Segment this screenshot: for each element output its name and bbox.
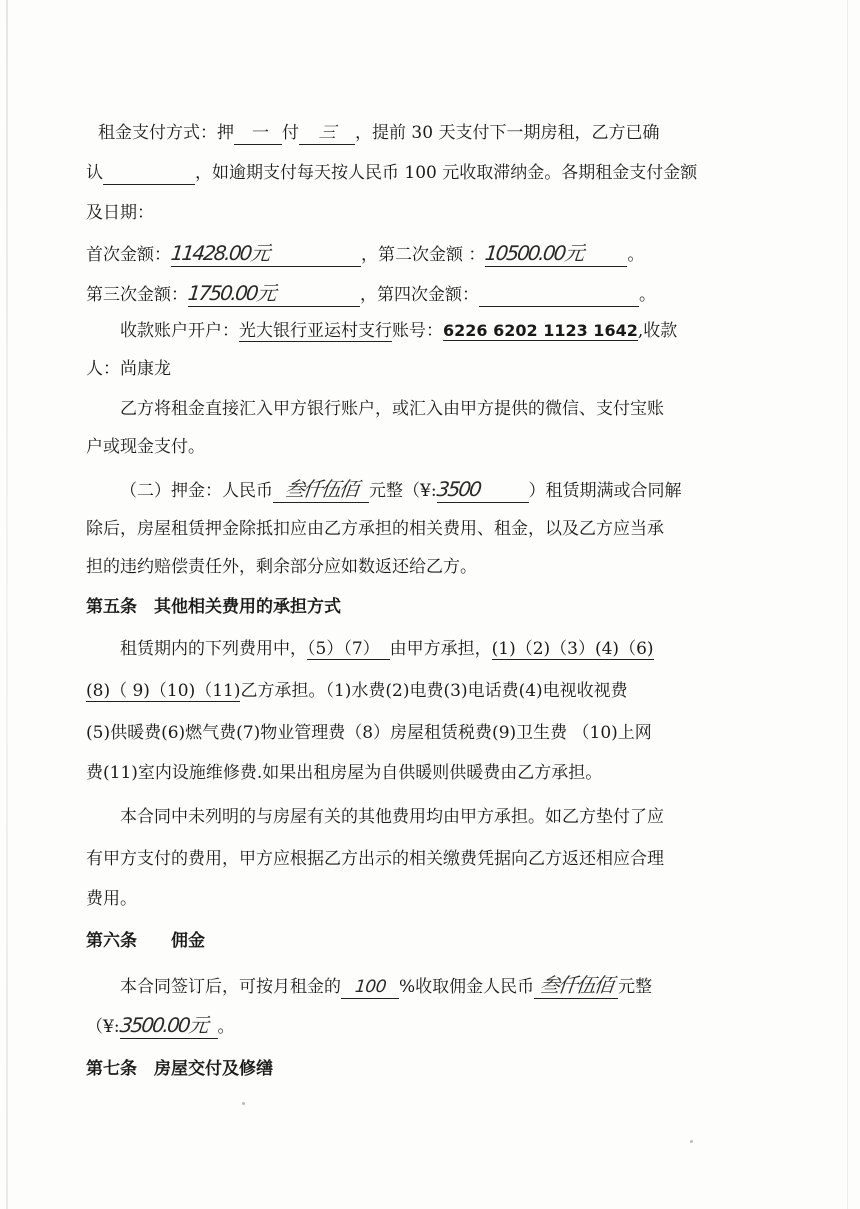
deposit-line-2: 除后，房屋租赁押金除抵扣应由乙方承担的相关费用、租金，以及乙方应当承 [86, 519, 664, 539]
payment-dates-label: 及日期： [86, 203, 154, 223]
deposit-line-3: 担的违约赔偿责任外，剩余部分应如数返还给乙方。 [86, 557, 477, 577]
deposit-number-field: 3500 [437, 478, 529, 503]
deposit-words-field: 叁仟伍佰 [273, 478, 369, 503]
account-number: 6226 6202 1123 1642 [443, 321, 638, 340]
amounts-line-1: 首次金额：11428.00元 ，第二次金额 ：10500.00元 。 [86, 241, 645, 265]
commission-percent-field: 100 [341, 976, 399, 999]
party-a-fee-items: （5）（7） [307, 639, 390, 660]
payee-line: 人：尚康龙 [86, 359, 171, 379]
scan-speck [242, 1102, 245, 1105]
third-amount-field: 1750.00元 [188, 282, 360, 307]
deposit-months-field: 一 [234, 122, 282, 145]
article5-line-2: (8)（ 9)（10)（11)乙方承担。（1)水费(2)电费(3)电话费(4)电视收视费 [86, 681, 628, 701]
pay-months-field: 三 [299, 122, 355, 145]
scan-edge [6, 0, 8, 1209]
article5-line-1: 租赁期内的下列费用中，（5）（7） 由甲方承担，(1)（2)（3）(4)（6) [120, 639, 654, 659]
payment-method-line: 租金支付方式：押 一 付 三 ，提前 30 天支付下一期房租，乙方已确 [98, 123, 660, 143]
article6-title: 第六条 佣金 [86, 931, 205, 951]
commission-number-field: 3500.00元 [120, 1014, 218, 1039]
party-b-fee-items: (1)（2)（3）(4)（6) [491, 639, 654, 659]
party-b-fee-items-cont: (8)（ 9)（10)（11) [86, 681, 241, 701]
confirm-field [103, 162, 195, 185]
article7-title: 第七条 房屋交付及修缮 [86, 1059, 273, 1079]
article5-para2-line-3: 费用。 [86, 889, 137, 909]
pay-routing-line-1: 乙方将租金直接汇入甲方银行账户，或汇入由甲方提供的微信、支付宝账 [120, 399, 664, 419]
deposit-line-1: （二）押金：人民币 叁仟伍佰 元整（¥:3500 ）租赁期满或合同解 [120, 477, 682, 501]
scan-edge [847, 0, 848, 1209]
article5-line-3: (5)供暖费(6)燃气费(7)物业管理费（8）房屋租赁税费(9)卫生费 （10)上网 [86, 723, 652, 743]
article6-line-1: 本合同签订后，可按月租金的 100 %收取佣金人民币 叁仟伍佰 元整 [120, 973, 653, 997]
payment-method-line-2: 认 ，如逾期支付每天按人民币 100 元收取滞纳金。各期租金支付金额 [86, 163, 698, 183]
account-line: 收款账户开户：光大银行亚运村支行账号：6226 6202 1123 1642,收款 [120, 321, 678, 341]
pay-routing-line-2: 户或现金支付。 [86, 437, 205, 457]
fourth-amount-field [479, 284, 639, 307]
article5-para2-line-2: 有甲方支付的费用，甲方应根据乙方出示的相关缴费凭据向乙方返还相应合理 [86, 849, 664, 869]
article5-para2-line-1: 本合同中未列明的与房屋有关的其他费用均由甲方承担。如乙方垫付了应 [120, 807, 664, 827]
scan-speck [690, 1140, 693, 1143]
amounts-line-2: 第三次金额：1750.00元 ，第四次金额： 。 [86, 281, 656, 305]
first-amount-field: 11428.00元 [171, 242, 361, 267]
bank-name: 光大银行亚运村支行 [239, 321, 392, 341]
commission-words-field: 叁仟伍佰 [534, 974, 618, 999]
article5-line-4: 费(11)室内设施维修费.如果出租房屋为自供暖则供暖费由乙方承担。 [86, 763, 603, 783]
second-amount-field: 10500.00元 [485, 242, 627, 267]
article6-line-2: （¥:3500.00元 。 [86, 1013, 235, 1037]
article5-title: 第五条 其他相关费用的承担方式 [86, 597, 341, 617]
